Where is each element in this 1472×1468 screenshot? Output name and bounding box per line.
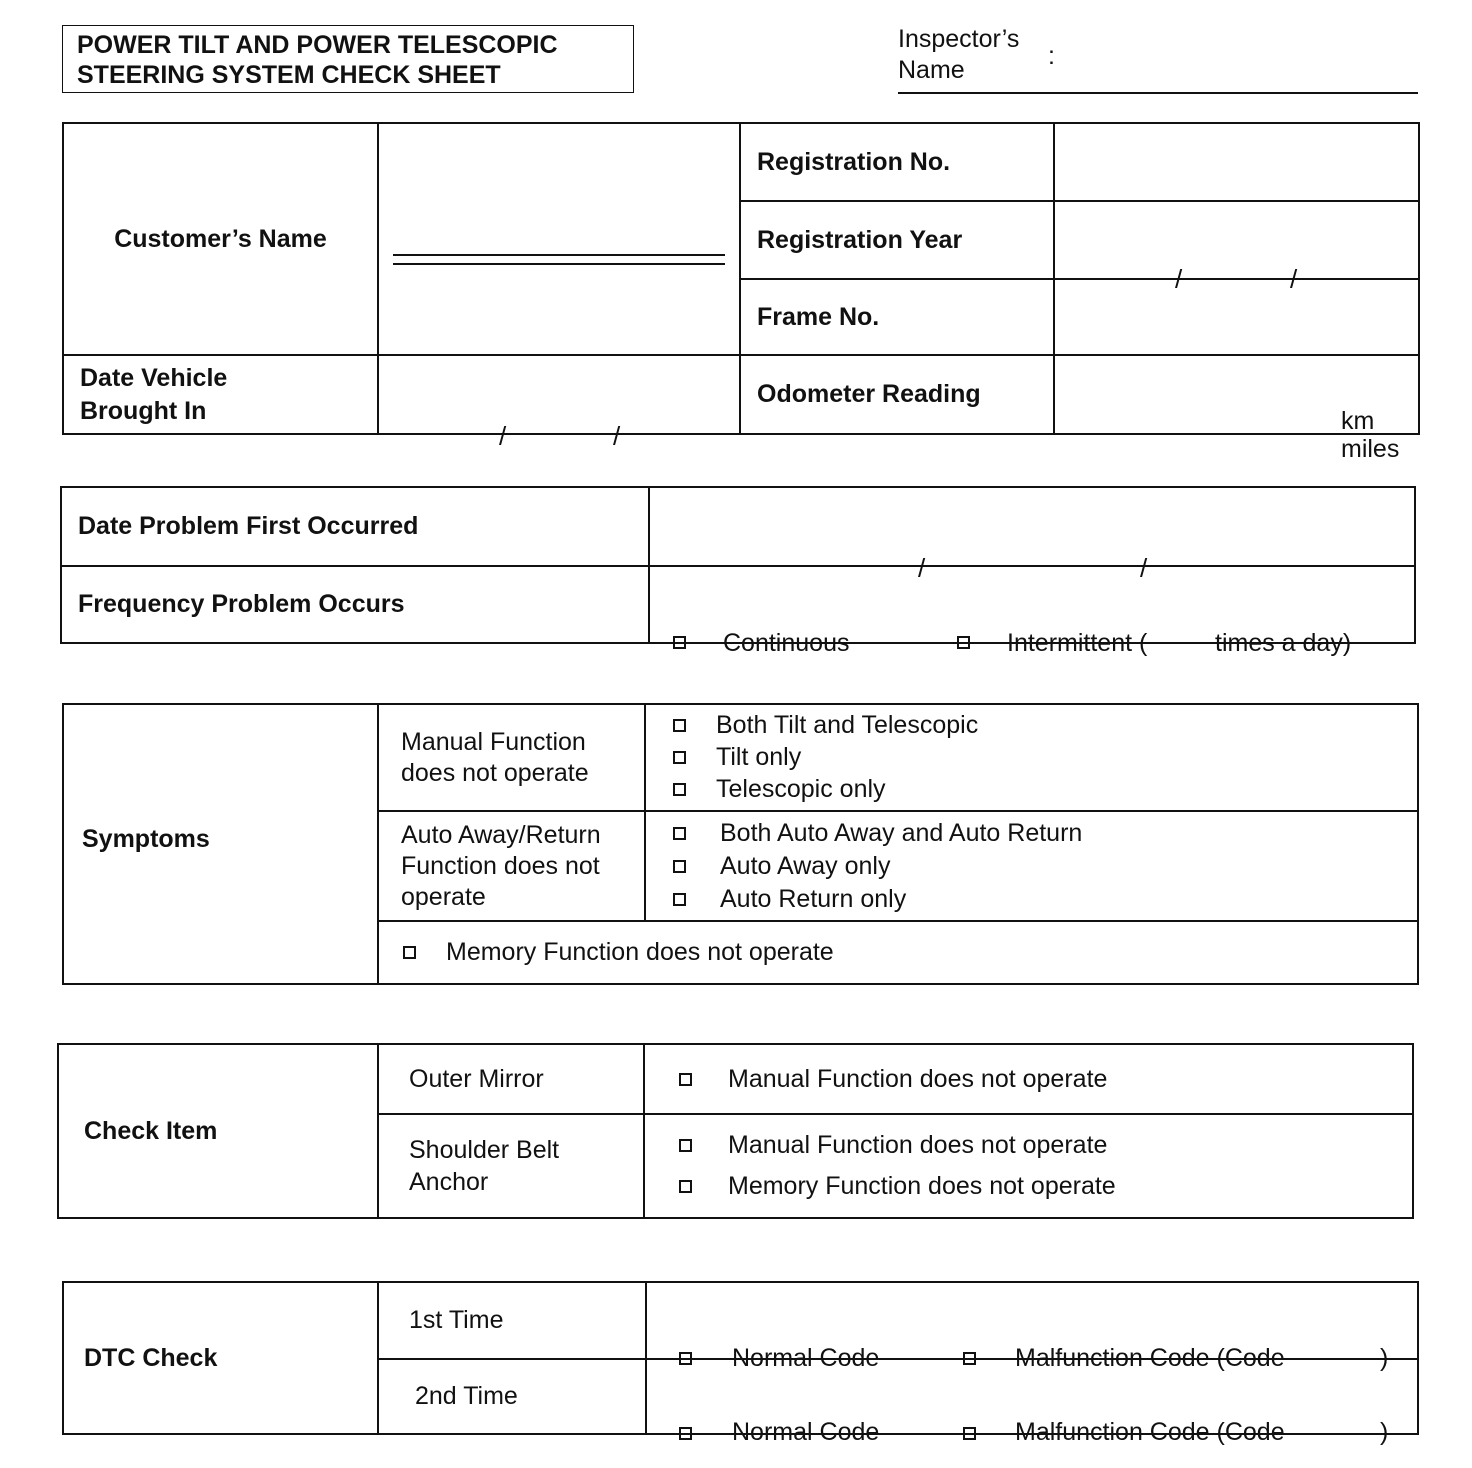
normal-code-checkbox[interactable] (679, 1352, 692, 1365)
shoulder-belt-line-2: Anchor (409, 1168, 489, 1196)
option-label: Manual Function does not operate (728, 1131, 1108, 1159)
date-vehicle-value[interactable] (378, 355, 740, 451)
continuous-checkbox[interactable] (673, 636, 686, 649)
option-checkbox[interactable] (673, 783, 686, 796)
malfunction-code-label: Malfunction Code (Code (1015, 1417, 1285, 1446)
intermittent-checkbox[interactable] (957, 636, 970, 649)
date-problem-label: Date Problem First Occurred (61, 487, 649, 566)
manual-function-options (645, 704, 1418, 811)
option-label: Manual Function does not operate (728, 1064, 1108, 1093)
option-label: Both Tilt and Telescopic (716, 711, 979, 739)
date-slash: / (918, 552, 926, 583)
symptoms-table (62, 703, 1419, 985)
odometer-value[interactable] (1054, 355, 1419, 463)
frequency-options (649, 566, 1415, 657)
shoulder-belt-options (644, 1114, 1413, 1218)
sheet-title (62, 25, 634, 93)
registration-year-value[interactable] (1054, 201, 1419, 294)
memory-checkbox[interactable] (403, 946, 416, 959)
option-checkbox[interactable] (673, 860, 686, 873)
outer-mirror-options (644, 1044, 1413, 1114)
option-checkbox[interactable] (673, 719, 686, 732)
option-checkbox[interactable] (673, 751, 686, 764)
dtc-first-options (646, 1282, 1418, 1372)
option-label: Memory Function does not operate (728, 1172, 1116, 1200)
malfunction-code-label: Malfunction Code (Code (1015, 1343, 1285, 1372)
inspector-label-line-2: Name (898, 56, 965, 84)
check-item-table (57, 1043, 1414, 1219)
customer-info-table (62, 122, 1420, 463)
inspector-label-line-1: Inspector’s (898, 25, 1020, 53)
manual-function-line-2: does not operate (401, 758, 589, 787)
outer-mirror-label: Outer Mirror (378, 1044, 644, 1114)
km-unit: km (1341, 406, 1375, 435)
title-line-2: STEERING SYSTEM CHECK SHEET (77, 61, 501, 89)
date-slash: / (499, 420, 507, 451)
continuous-label: Continuous (723, 628, 850, 657)
dtc-check-label: DTC Check (63, 1282, 378, 1434)
frequency-label: Frequency Problem Occurs (61, 566, 649, 643)
shoulder-belt-line-1: Shoulder Belt (409, 1136, 560, 1164)
auto-function-line-1: Auto Away/Return (401, 820, 601, 849)
registration-no-label: Registration No. (740, 123, 1054, 201)
customers-name-value[interactable] (378, 123, 740, 355)
normal-code-label: Normal Code (732, 1343, 880, 1372)
date-slash: / (613, 420, 621, 451)
option-checkbox[interactable] (679, 1073, 692, 1086)
frame-no-value[interactable] (1054, 279, 1419, 355)
times-a-day-label: times a day) (1215, 628, 1352, 657)
malfunction-code-checkbox[interactable] (963, 1427, 976, 1440)
shoulder-belt-label (378, 1114, 644, 1218)
date-vehicle-line-2: Brought In (80, 396, 207, 425)
date-problem-value[interactable] (649, 487, 1415, 583)
malfunction-code-checkbox[interactable] (963, 1352, 976, 1365)
frame-no-label: Frame No. (740, 279, 1054, 355)
normal-code-label: Normal Code (732, 1417, 880, 1446)
dtc-first-label: 1st Time (378, 1282, 646, 1359)
option-label: Telescopic only (716, 775, 886, 803)
odometer-label: Odometer Reading (740, 355, 1054, 434)
manual-function-label (378, 704, 645, 811)
check-item-label: Check Item (58, 1044, 378, 1218)
date-vehicle-label (63, 355, 378, 434)
auto-function-line-2: Function does not (401, 851, 600, 880)
problem-table (60, 486, 1416, 657)
date-slash: / (1175, 264, 1183, 294)
symptoms-label: Symptoms (63, 704, 378, 984)
normal-code-checkbox[interactable] (679, 1427, 692, 1440)
intermittent-label: Intermittent ( (1007, 628, 1148, 657)
option-checkbox[interactable] (679, 1139, 692, 1152)
close-paren: ) (1380, 1343, 1389, 1372)
auto-function-line-3: operate (401, 882, 486, 911)
option-checkbox[interactable] (679, 1180, 692, 1193)
date-slash: / (1140, 552, 1148, 583)
date-vehicle-line-1: Date Vehicle (80, 363, 228, 392)
manual-function-line-1: Manual Function (401, 727, 586, 756)
date-slash: / (1290, 264, 1298, 294)
auto-function-options (645, 811, 1418, 921)
inspector-name-field[interactable] (898, 24, 1418, 94)
option-label: Tilt only (716, 743, 802, 771)
dtc-check-table (62, 1281, 1419, 1446)
close-paren: ) (1380, 1417, 1389, 1446)
memory-label: Memory Function does not operate (446, 938, 834, 966)
inspector-label (898, 24, 1019, 86)
auto-function-label (378, 811, 645, 921)
name-double-rule (393, 254, 725, 265)
option-label: Auto Away only (720, 851, 891, 880)
registration-no-value[interactable] (1054, 123, 1419, 201)
title-line-1: POWER TILT AND POWER TELESCOPIC (77, 31, 558, 59)
option-label: Auto Return only (720, 884, 907, 913)
option-label: Both Auto Away and Auto Return (720, 818, 1083, 847)
inspector-colon: : (1048, 42, 1055, 70)
option-checkbox[interactable] (673, 827, 686, 840)
registration-year-label: Registration Year (740, 201, 1054, 279)
option-checkbox[interactable] (673, 893, 686, 906)
customers-name-label: Customer’s Name (63, 123, 378, 355)
dtc-second-label: 2nd Time (378, 1359, 646, 1434)
miles-unit: miles (1341, 434, 1400, 463)
memory-function-row (378, 921, 1418, 984)
